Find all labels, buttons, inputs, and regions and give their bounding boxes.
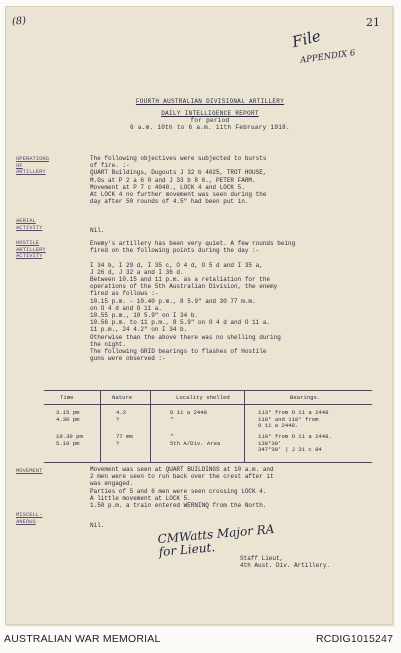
table-cell-bearings: 110° from O 11 a 2448. 138°30' 347°30' ) J 31 c 84 — [258, 433, 332, 453]
table-cell-nature: 77 mm ? — [116, 433, 133, 447]
movement-text: Movement was seen at QUART BUILDINGS at 10 a.m. and 2 men were seen to run back over the crest after it was engaged. Parties of 5 and 6 men were seen crossing LOCK 4. A little movement at LOCK 5. 1.50 p.m. a train entered WERNINQ from the North. — [90, 466, 274, 510]
operations-label: OPERATIONS OF ARTILLERY — [16, 155, 50, 175]
table-top-rule — [44, 390, 372, 391]
table-header: Locality shelled — [176, 394, 230, 401]
table-cell-time: 10.30 pm 5.10 pm — [56, 433, 83, 447]
hostile-label: HOSTILE ARTILLERY ACTIVITY — [16, 239, 46, 259]
table-cell-time: 3.15 pm 4.30 pm — [56, 409, 80, 423]
aerial-text: Nil. — [90, 227, 105, 234]
hostile-text: Enemy's artillery has been very quiet. A few rounds being fired on the following points during the day :- I 34 b, I 29 d, I 35 c, O 4 d, O 5 d and I 35 a, J 26 d, J 32 a and I 36 d. Between 10.15 and 11 p.m. as a retaliation for the operations of the 5th Australian Division, the enemy fired as follows :- 10.15 p.m. - 10.40 p.m., 8 5.9" and 30 77 m.m. on O 4 d and O 11 a. 10.55 p.m., 10 5.9" on I 34 b. 10.56 p.m. to 11 p.m., 8 5.9" on O 4 d and O 11 a. 11 p.m., 24 4.2" on I 34 b. Otherwise than the above there was no shelling during the night. The following GRID bearings to flashes of Hostile guns were observed :- — [90, 240, 296, 363]
appendix-annotation: APPENDIX 6 — [299, 48, 356, 66]
period-label: for period — [190, 117, 230, 124]
table-cell-locality: O 11 a 2448 " — [170, 409, 207, 423]
table-header: Nature — [112, 394, 133, 401]
table-divider — [100, 390, 101, 462]
table-header-rule — [44, 404, 372, 405]
signature-role: Staff Lieut, 4th Aust. Div. Artillery. — [240, 555, 331, 570]
report-title: DAILY INTELLIGENCE REPORT — [161, 110, 259, 117]
file-annotation: File — [290, 26, 323, 52]
footer-record-id: RCDIG1015247 — [316, 633, 394, 645]
table-header: Time — [60, 394, 74, 401]
signature: CMWatts Major RA for Lieut. — [157, 521, 275, 560]
table-divider — [244, 390, 245, 462]
misc-label: MISCELL- ANEOUS — [16, 511, 43, 525]
table-cell-nature: 4.2 ? — [116, 409, 127, 423]
movement-label: MOVEMENT — [16, 467, 43, 474]
operations-text: The following objectives were subjected to bursts of fire. :- QUART Buildings, Dugouts J 32 b 4025, TROT HOUSE, M.Gs at P 2 a 6 0 and J 33 b 8 6., PETER FARM. Movement at P 7 c 4040., LOCK 4 and LOCK 5. At LOCK 4 no further movement was seen during the day after 50 rounds of 4.5" had been put in. — [90, 155, 267, 206]
footer-archive-name: AUSTRALIAN WAR MEMORIAL — [4, 633, 161, 645]
table-bottom-rule — [44, 462, 372, 463]
table-divider — [150, 390, 151, 462]
aerial-label: AERIAL ACTIVITY — [16, 217, 43, 231]
page-number: 21 — [366, 16, 380, 29]
report-period: 6 a.m. 10th to 6 a.m. 11th February 1918. — [130, 124, 290, 131]
misc-text: Nil. — [90, 522, 105, 529]
table-cell-bearings: 113° from O 11 a 2448 110° and 118° from O 11 a 2448. — [258, 409, 329, 429]
unit-heading: FOURTH AUSTRALIAN DIVISIONAL ARTILLERY — [135, 98, 285, 105]
table-cell-locality: " 5th A/Div. Area — [170, 433, 221, 447]
corner-mark: (8) — [11, 15, 27, 28]
table-header: Bearings. — [290, 394, 321, 401]
